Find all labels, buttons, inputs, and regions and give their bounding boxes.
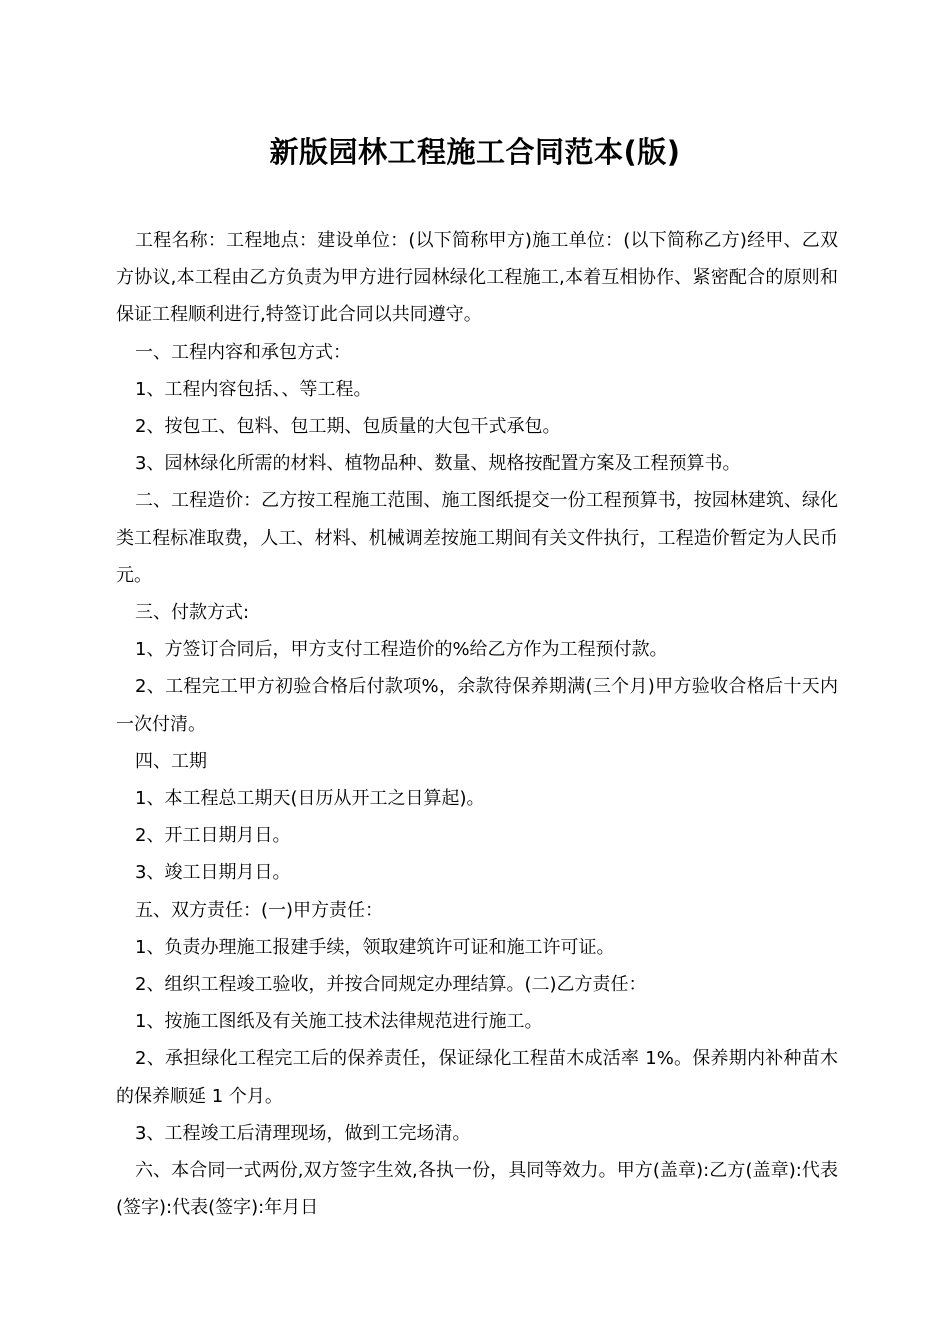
clause-3-1: 1、方签订合同后，甲方支付工程造价的%给乙方作为工程预付款。 [135,639,668,661]
document-title: 新版园林工程施工合同范本(版) [269,135,681,169]
paragraph-intro: 工程名称：工程地点：建设单位：(以下简称甲方)施工单位：(以下简称乙方)经甲、乙双方协议,本工程由乙方负责为甲方进行园林绿化工程施工,本着互相协作、紧密配合的原则和保证工程顺利进行,特签订此合同以共同遵守。 [116,230,838,326]
clause-5-1: 1、负责办理施工报建手续，领取建筑许可证和施工许可证。 [135,936,615,958]
clause-1-3: 3、园林绿化所需的材料、植物品种、数量、规格按配置方案及工程预算书。 [135,453,741,475]
clause-1-1: 1、工程内容包括、、等工程。 [135,378,372,400]
section-heading-2: 二、工程造价：乙方按工程施工范围、施工图纸提交一份工程预算书，按园林建筑、绿化类工程标准取费，人工、材料、机械调差按施工期间有关文件执行，工程造价暂定为人民币元。 [116,490,838,586]
section-heading-6: 六、本合同一式两份,双方签字生效,各执一份，具同等效力。甲方(盖章):乙方(盖章):代表(签字):代表(签字):年月日 [116,1160,838,1219]
clause-5-2: 2、组织工程竣工验收，并按合同规定办理结算。(二)乙方责任： [135,974,647,996]
section-heading-4: 四、工期 [135,750,207,772]
clause-4-2: 2、开工日期月日。 [135,825,291,847]
clause-4-1: 1、本工程总工期天(日历从开工之日算起)。 [135,788,485,810]
clause-3-2: 2、工程完工甲方初验合格后付款项%，余款待保养期满(三个月)甲方验收合格后十天内一次付清。 [116,676,838,735]
clause-1-2: 2、按包工、包料、包工期、包质量的大包干式承包。 [135,416,561,438]
clause-4-3: 3、竣工日期月日。 [135,862,291,884]
section-heading-1: 一、工程内容和承包方式： [135,341,351,363]
section-heading-3: 三、付款方式: [135,602,250,624]
section-heading-5: 五、双方责任：(一)甲方责任： [135,899,384,921]
clause-5-3: 1、按施工图纸及有关施工技术法律规范进行施工。 [135,1011,543,1033]
clause-5-4: 2、承担绿化工程完工后的保养责任，保证绿化工程苗木成活率 1%。保养期内补种苗木的保养顺延 1 个月。 [116,1048,838,1107]
document-body [116,222,838,1226]
clause-5-5: 3、工程竣工后清理现场，做到工完场清。 [135,1122,471,1144]
